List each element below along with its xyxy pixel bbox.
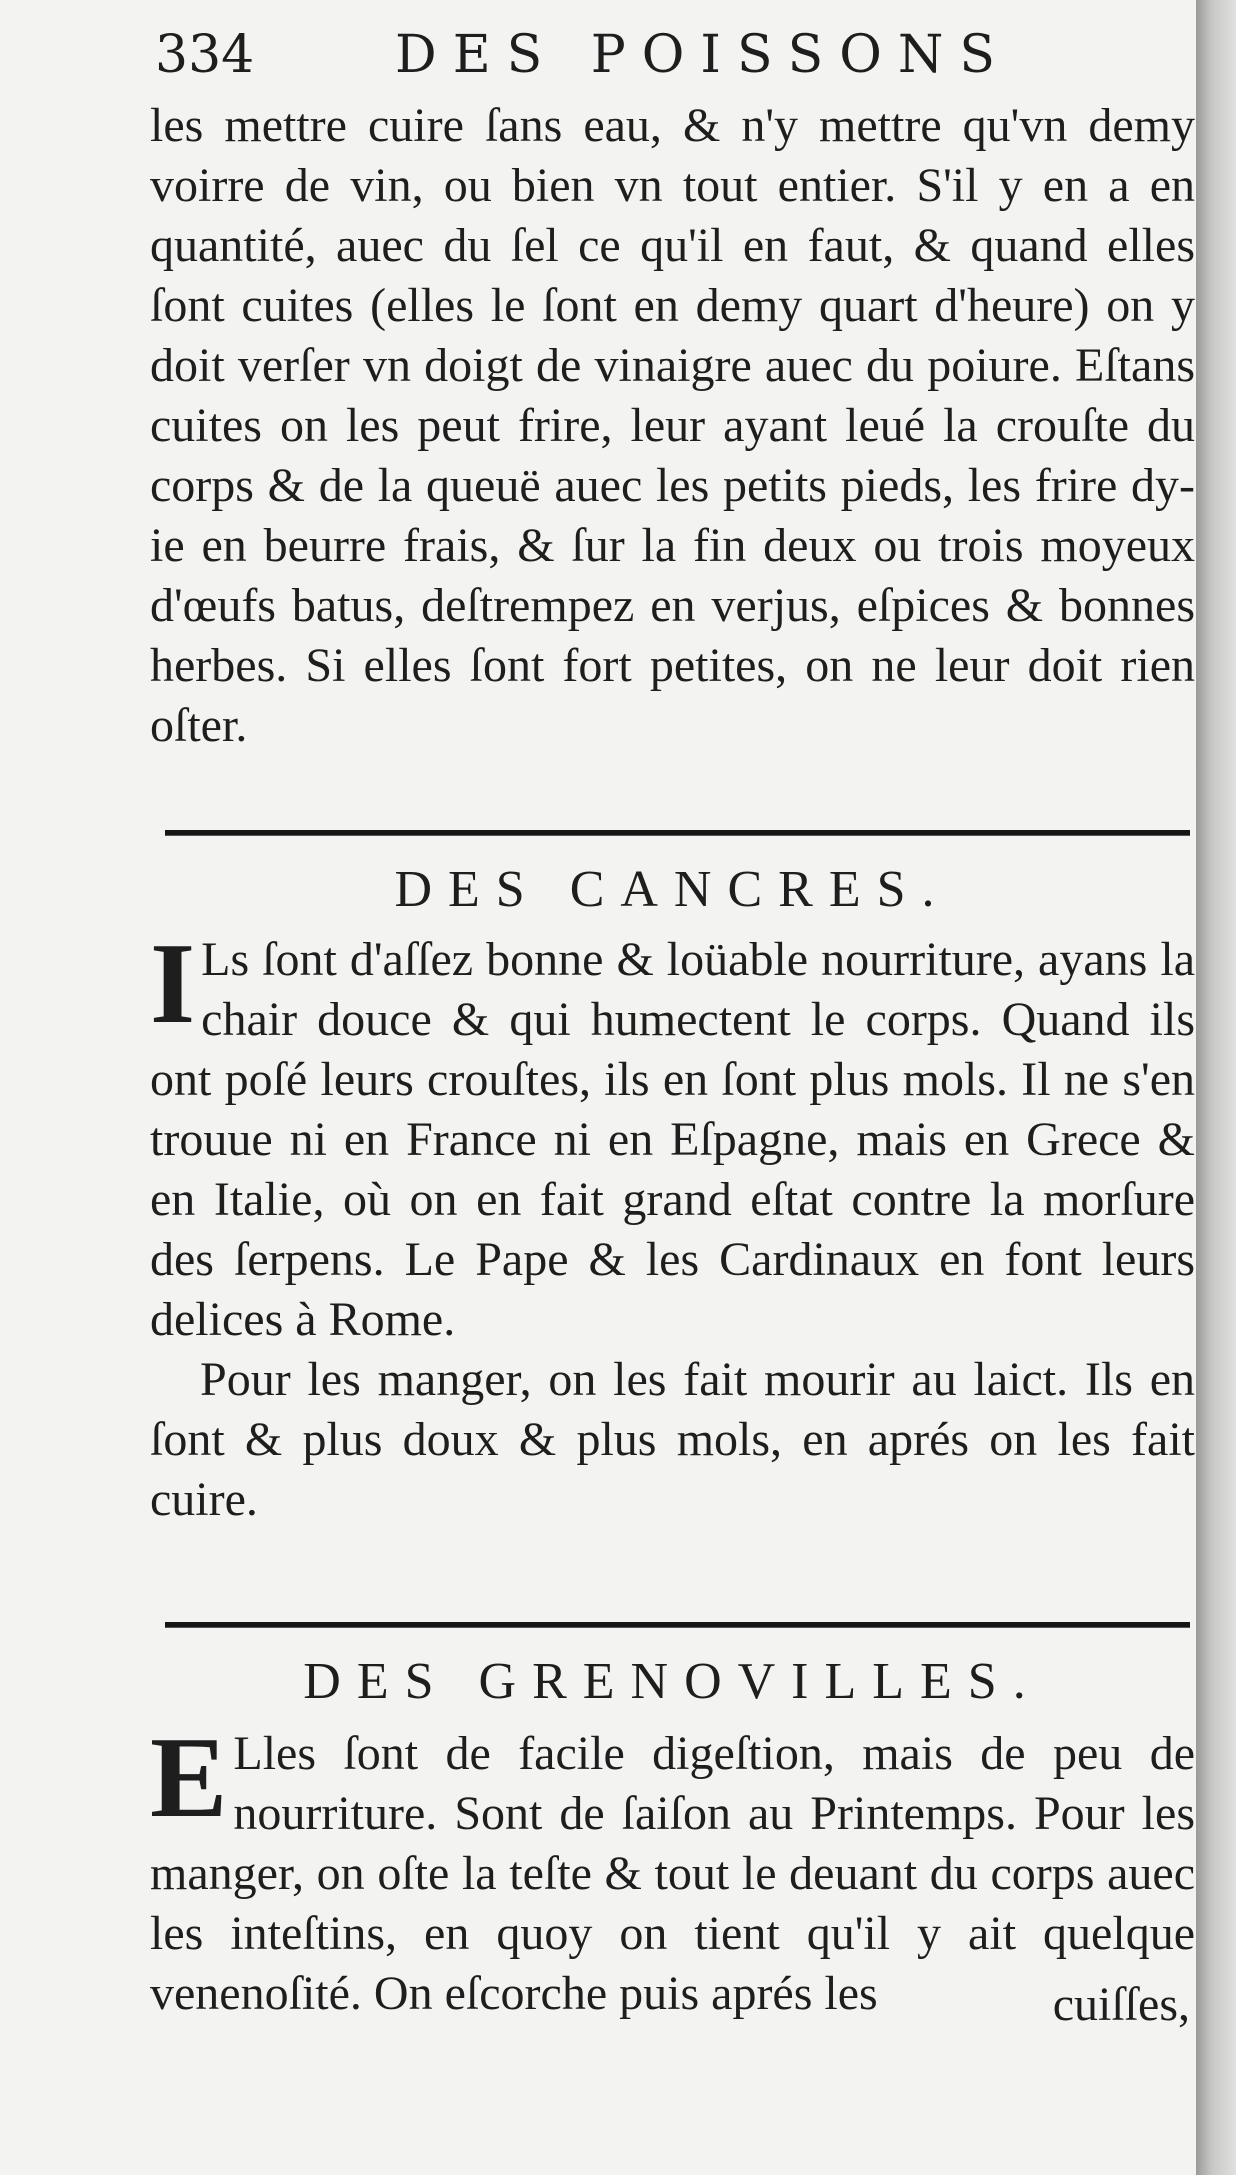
section-divider bbox=[165, 1622, 1190, 1628]
page-header bbox=[155, 20, 1045, 90]
drop-cap: E bbox=[150, 1714, 228, 1842]
paragraph-text: Lles ſont de facile digeſtion, mais de peu de nourriture. Sont de ſaiſon au Printemps. Pour les manger, on oſte la teſte & tout le deuant du corps auec les inteſtins, en quoy on tient qu'il y ait quelque venenoſité. On eſcorche puis aprés les bbox=[150, 1727, 1195, 2020]
running-title: DES POISSONS bbox=[395, 25, 1012, 85]
page-edge-shadow bbox=[1196, 0, 1236, 2175]
paragraph-text: Ls ſont d'aſſez bonne & loüable nourriture, ayans la chair douce & qui humectent le corps. Quand ils ont poſé leurs crouſtes, ils en ſont plus mols. Il ne s'en trouue ni en France ni en Eſpagne, mais en Grece & en Italie, où on en fait grand eſtat contre la morſure des ſerpens. Le Pape & les Cardinaux en font leurs delices à Rome. bbox=[150, 933, 1195, 1346]
paragraph bbox=[150, 920, 1195, 1350]
drop-cap: I bbox=[150, 920, 196, 1048]
catchword: cuiſſes, bbox=[1052, 1978, 1190, 2031]
section-divider bbox=[165, 830, 1190, 836]
section-cancres-text bbox=[150, 920, 1195, 1530]
heading-cancres: DES CANCRES. bbox=[394, 861, 951, 918]
heading-grenouilles: DES GRENOVILLES. bbox=[303, 1653, 1042, 1710]
paragraph: Pour les manger, on les fait mourir au laict. Ils en ſont & plus doux & plus mols, en aprés on les fait cuire. bbox=[150, 1353, 1195, 1526]
paragraph: les mettre cuire ſans eau, & n'y mettre qu'vn demy voirre de vin, ou bien vn tout entier. S'il y en a en quantité, auec du ſel ce qu'il en faut, & quand elles ſont cuites (elles le ſont en demy quart d'heure) on y doit verſer vn doigt de vinaigre auec du poiure. Eſtans cuites on les peut frire, leur ayant leué la crouſte du corps & de la queuë auec les petits pieds, les frire dy-ie en beurre frais, & ſur la fin deux ou trois moyeux d'œufs batus, deſtrempez en verjus, eſpices & bonnes herbes. Si elles ſont fort petites, on ne leur doit rien oſter. bbox=[150, 99, 1195, 752]
section-continued-text bbox=[150, 96, 1195, 756]
page-number: 334 bbox=[155, 25, 255, 85]
